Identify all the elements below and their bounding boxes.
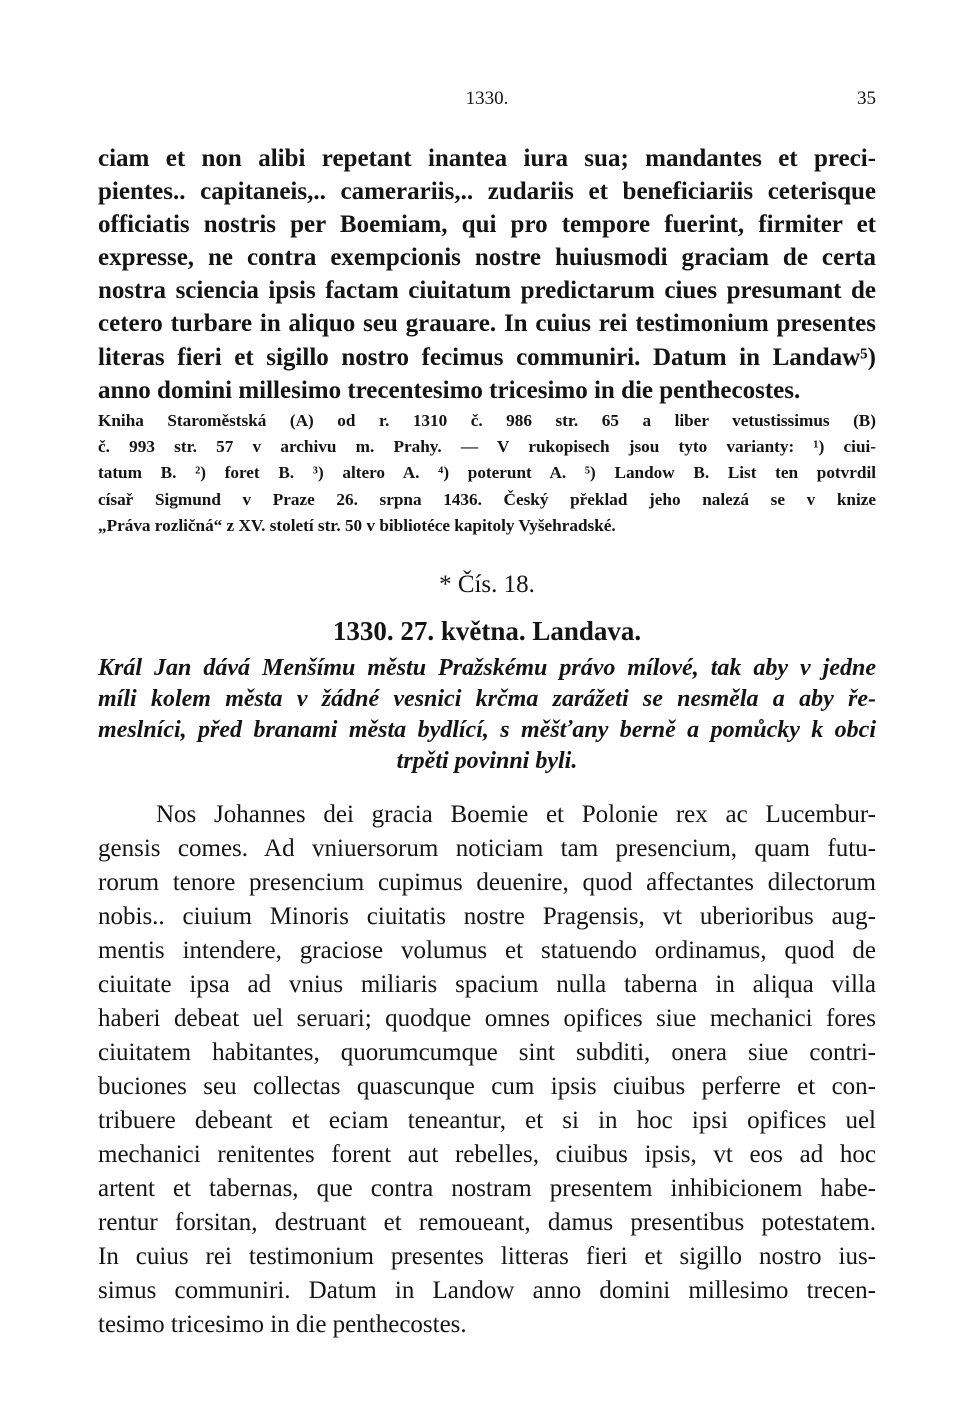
text-line: cetero turbare in aliquo seu grauare. In cuius rei testimonium presentes (98, 310, 876, 338)
text-line: nostra sciencia ipsis factam ciuitatum predictarum ciues presumant de (98, 277, 876, 305)
note-line: Kniha Staroměstská (A) od r. 1310 č. 986 str. 65 a liber vetustissimus (B) (98, 411, 876, 430)
document-regest (98, 653, 876, 777)
note-line: císař Sigmund v Praze 26. srpna 1436. Český překlad jeho nalezá se v knize (98, 489, 876, 509)
regest-line: meslníci, před branami města bydlící, s měšťany berně a pomůcky k obci (98, 717, 876, 743)
note-line: tatum B. ²) foret B. ³) altero A. ⁴) poterunt A. ⁵) Landow B. List ten potvrdil (98, 463, 876, 483)
body-line: gensis comes. Ad vniuersorum noticiam tam presencium, quam futu- (98, 835, 876, 862)
note-line: č. 993 str. 57 v archivu m. Prahy. — V rukopisech jsou tyto varianty: ¹) ciui- (98, 437, 876, 457)
regest-line: trpěti povinni byli. (396, 748, 578, 774)
body-line: ciuitate ipsa ad vnius miliaris spacium nulla taberna in aliqua villa (98, 971, 876, 998)
page-number: 35 (857, 88, 876, 109)
body-line: rorum tenore presencium cupimus deuenire, quod affectantes dilectorum (98, 869, 876, 896)
body-line: tribuere debeant et eciam teneantur, et si in hoc ipsi opifices uel (98, 1107, 876, 1134)
header-year: 1330. (465, 88, 509, 109)
note-line: „Práva rozličná“ z XV. století str. 50 v bibliotéce kapitoly Vyšehradské. (98, 515, 616, 535)
text-line: anno domini millesimo trecentesimo tricesimo in die penthecostes. (98, 376, 801, 404)
text-line: officiatis nostris per Boemiam, qui pro tempore fuerint, firmiter et (98, 211, 876, 239)
regest-line: míli kolem města v žádné vesnici krčma zarážeti se nesměla a aby ře- (98, 686, 876, 712)
document-number: * Čís. 18. (439, 571, 535, 598)
body-line: mentis intendere, graciose volumus et statuendo ordinamus, quod de (98, 937, 876, 964)
source-note (98, 408, 876, 539)
body-line: ciuitatem habitantes, quorumcumque sint subditi, onera siue contri- (98, 1039, 876, 1066)
body-line: tesimo tricesimo in die penthecostes. (98, 1311, 467, 1338)
body-line: rentur forsitan, destruant et remoueant, damus presentibus potestatem. (98, 1209, 876, 1236)
body-line: In cuius rei testimonium presentes litteras fieri et sigillo nostro ius- (98, 1243, 876, 1270)
body-line: mechanici renitentes forent aut rebelles, ciuibus ipsis, vt eos ad hoc (98, 1141, 876, 1168)
body-line: haberi debeat uel seruari; quodque omnes opifices siue mechanici fores (98, 1005, 876, 1032)
regest-line: Král Jan dává Menšímu městu Pražskému právo mílové, tak aby v jedne (98, 655, 876, 681)
text-line: ciam et non alibi repetant inantea iura sua; mandantes et preci- (98, 145, 876, 172)
previous-document-text (98, 142, 876, 407)
running-header (98, 88, 876, 114)
text-line: expresse, ne contra exempcionis nostre huiusmodi graciam de certa (98, 244, 876, 272)
text-line: pientes.. capitaneis,.. camerariis,.. zudariis et beneficiariis ceterisque (98, 178, 876, 206)
document-body (98, 798, 876, 1342)
text-line: literas fieri et sigillo nostro fecimus communiri. Datum in Landaw⁵) (98, 343, 876, 371)
body-line: artent et tabernas, que contra nostram presentem inhibicionem habe- (98, 1175, 876, 1202)
body-line: buciones seu collectas quascunque cum ipsis ciuibus perferre et con- (98, 1073, 876, 1100)
body-line: Nos Johannes dei gracia Boemie et Polonie rex ac Lucembur- (156, 801, 876, 828)
document-date-place: 1330. 27. května. Landava. (332, 616, 642, 646)
body-line: simus communiri. Datum in Landow anno domini millesimo trecen- (98, 1277, 876, 1304)
body-line: nobis.. ciuium Minoris ciuitatis nostre Pragensis, vt uberioribus aug- (98, 903, 876, 930)
